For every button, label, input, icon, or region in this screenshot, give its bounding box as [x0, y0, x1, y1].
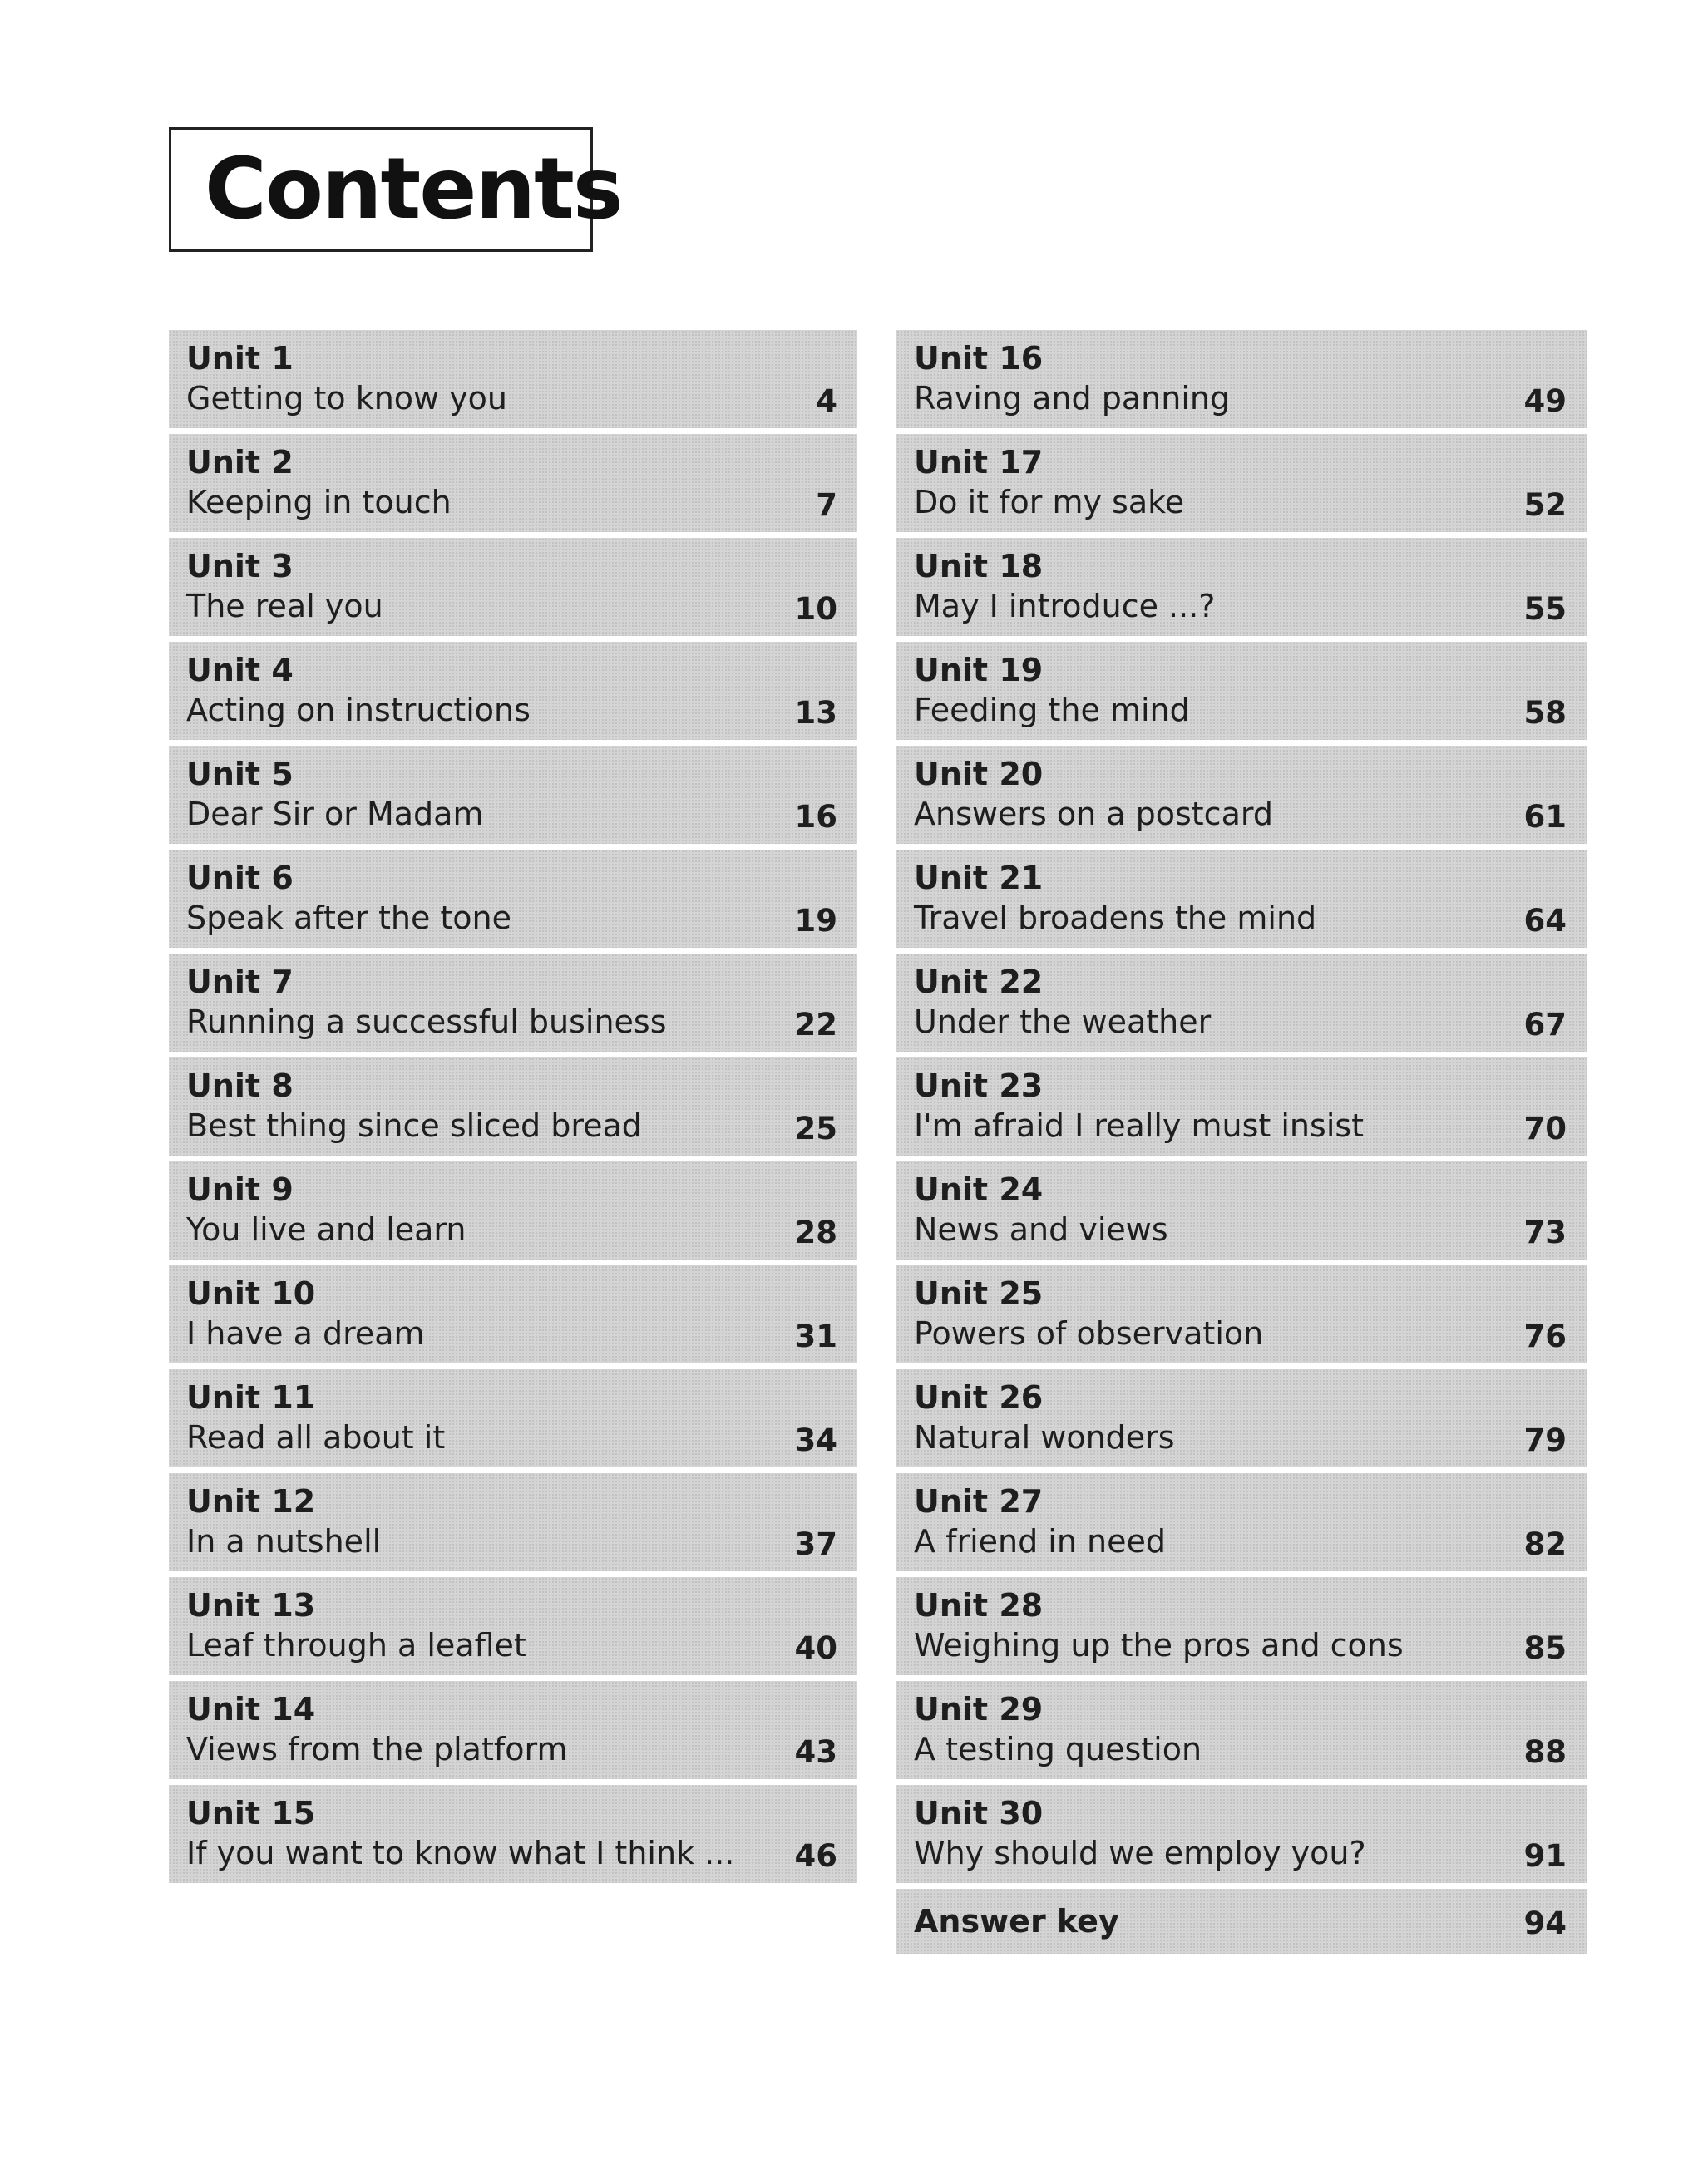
page-number: 76: [1523, 1319, 1567, 1354]
page-number: 46: [794, 1838, 837, 1874]
toc-entry[interactable]: [896, 1057, 1587, 1156]
unit-label: Unit 22: [914, 964, 1044, 1000]
unit-title: Why should we employ you?: [914, 1835, 1366, 1871]
unit-label: Unit 21: [914, 860, 1044, 896]
page-number: 52: [1523, 487, 1567, 523]
toc-entry[interactable]: [896, 642, 1587, 740]
page-number: 55: [1523, 591, 1567, 627]
page-number: 49: [1523, 383, 1567, 419]
toc-entry[interactable]: [896, 1577, 1587, 1675]
page-number: 61: [1523, 799, 1567, 835]
unit-label: Unit 20: [914, 756, 1044, 792]
page-number: 13: [794, 695, 837, 731]
unit-label: Unit 28: [914, 1587, 1044, 1624]
toc-entry[interactable]: [169, 1265, 857, 1363]
toc-entry[interactable]: [896, 1265, 1587, 1363]
unit-title: Leaf through a leaflet: [186, 1627, 526, 1664]
toc-entry[interactable]: [896, 746, 1587, 844]
unit-label: Unit 30: [914, 1795, 1044, 1832]
contents-right-column: [896, 330, 1587, 1960]
page-number: 88: [1523, 1734, 1567, 1770]
unit-label: Unit 2: [186, 444, 294, 481]
toc-entry[interactable]: [169, 850, 857, 948]
unit-label: Unit 6: [186, 860, 294, 896]
unit-title: A testing question: [914, 1731, 1202, 1767]
page-number: 19: [794, 903, 837, 939]
unit-label: Unit 19: [914, 652, 1044, 688]
toc-entry[interactable]: [169, 1681, 857, 1779]
unit-title: Natural wonders: [914, 1419, 1175, 1456]
page-number: 79: [1523, 1422, 1567, 1458]
unit-title: Powers of observation: [914, 1315, 1264, 1352]
unit-label: Unit 8: [186, 1067, 294, 1104]
page-number: 25: [794, 1111, 837, 1146]
unit-title: You live and learn: [186, 1211, 466, 1248]
unit-label: Unit 9: [186, 1171, 294, 1208]
page-number: 67: [1523, 1007, 1567, 1043]
page-number: 37: [794, 1526, 837, 1562]
unit-label: Unit 24: [914, 1171, 1044, 1208]
unit-label: Unit 18: [914, 548, 1044, 584]
unit-title: Read all about it: [186, 1419, 446, 1456]
page-number: 58: [1523, 695, 1567, 731]
unit-title: Weighing up the pros and cons: [914, 1627, 1404, 1664]
toc-entry[interactable]: [169, 1057, 857, 1156]
unit-label: Unit 14: [186, 1691, 316, 1728]
toc-entry[interactable]: [169, 954, 857, 1052]
unit-label: Unit 10: [186, 1275, 316, 1312]
page-number: 73: [1523, 1215, 1567, 1250]
page-number: 31: [794, 1319, 837, 1354]
unit-title: Answers on a postcard: [914, 796, 1273, 832]
toc-entry[interactable]: [896, 1161, 1587, 1260]
unit-title: Acting on instructions: [186, 692, 531, 728]
toc-entry[interactable]: [169, 1473, 857, 1571]
toc-entry[interactable]: [169, 746, 857, 844]
unit-title: Feeding the mind: [914, 692, 1190, 728]
unit-title: Running a successful business: [186, 1003, 667, 1040]
toc-entry[interactable]: [896, 434, 1587, 532]
page-number: 82: [1523, 1526, 1567, 1562]
unit-title: May I introduce ...?: [914, 588, 1216, 624]
unit-label: Unit 5: [186, 756, 294, 792]
unit-label: Unit 4: [186, 652, 294, 688]
unit-label: Unit 25: [914, 1275, 1044, 1312]
page-number: 10: [794, 591, 837, 627]
unit-title: In a nutshell: [186, 1523, 382, 1560]
unit-title: Speak after the tone: [186, 900, 512, 936]
page-number: 94: [1523, 1905, 1567, 1941]
page-number: 22: [794, 1007, 837, 1043]
page-number: 43: [794, 1734, 837, 1770]
toc-entry[interactable]: [169, 1785, 857, 1883]
page-number: 34: [794, 1422, 837, 1458]
unit-title: Views from the platform: [186, 1731, 568, 1767]
toc-entry[interactable]: [896, 1785, 1587, 1883]
toc-entry[interactable]: [169, 1369, 857, 1467]
unit-title: If you want to know what I think ...: [186, 1835, 735, 1871]
unit-title: Under the weather: [914, 1003, 1212, 1040]
toc-entry[interactable]: [169, 434, 857, 532]
answer-key-label: Answer key: [914, 1903, 1119, 1940]
toc-entry[interactable]: [896, 538, 1587, 636]
unit-label: Unit 7: [186, 964, 294, 1000]
unit-label: Unit 23: [914, 1067, 1044, 1104]
unit-title: I have a dream: [186, 1315, 425, 1352]
unit-label: Unit 11: [186, 1379, 316, 1416]
contents-title-box: [169, 127, 622, 252]
unit-label: Unit 27: [914, 1483, 1044, 1520]
page-number: 85: [1523, 1630, 1567, 1666]
toc-entry[interactable]: [169, 642, 857, 740]
unit-title: Travel broadens the mind: [914, 900, 1317, 936]
toc-entry[interactable]: [169, 538, 857, 636]
toc-entry-answer-key[interactable]: [896, 1889, 1587, 1954]
page-number: 91: [1523, 1838, 1567, 1874]
unit-label: Unit 3: [186, 548, 294, 584]
toc-entry[interactable]: [896, 1369, 1587, 1467]
page-number: 28: [794, 1215, 837, 1250]
toc-entry[interactable]: [896, 954, 1587, 1052]
toc-entry[interactable]: [896, 1681, 1587, 1779]
toc-entry[interactable]: [169, 1577, 857, 1675]
unit-title: Best thing since sliced bread: [186, 1107, 642, 1144]
unit-title: A friend in need: [914, 1523, 1166, 1560]
page-number: 16: [794, 799, 837, 835]
page-number: 64: [1523, 903, 1567, 939]
page-number: 70: [1523, 1111, 1567, 1146]
unit-label: Unit 17: [914, 444, 1044, 481]
unit-title: I'm afraid I really must insist: [914, 1107, 1365, 1144]
unit-title: Getting to know you: [186, 380, 508, 417]
unit-title: Do it for my sake: [914, 484, 1185, 520]
toc-entry[interactable]: [896, 850, 1587, 948]
page-number: 4: [816, 383, 837, 419]
unit-title: Dear Sir or Madam: [186, 796, 484, 832]
contents-left-column: [169, 330, 857, 1889]
toc-entry[interactable]: [169, 330, 857, 428]
unit-title: Keeping in touch: [186, 484, 452, 520]
unit-label: Unit 29: [914, 1691, 1044, 1728]
page-number: 40: [794, 1630, 837, 1666]
toc-entry[interactable]: [896, 1473, 1587, 1571]
unit-label: Unit 15: [186, 1795, 316, 1832]
page-number: 7: [816, 487, 837, 523]
unit-label: Unit 13: [186, 1587, 316, 1624]
toc-entry[interactable]: [896, 330, 1587, 428]
unit-title: The real you: [186, 588, 383, 624]
unit-label: Unit 16: [914, 340, 1044, 377]
unit-label: Unit 26: [914, 1379, 1044, 1416]
unit-title: Raving and panning: [914, 380, 1231, 417]
unit-title: News and views: [914, 1211, 1168, 1248]
unit-label: Unit 1: [186, 340, 294, 377]
page-title: Contents: [205, 140, 622, 239]
toc-entry[interactable]: [169, 1161, 857, 1260]
unit-label: Unit 12: [186, 1483, 316, 1520]
